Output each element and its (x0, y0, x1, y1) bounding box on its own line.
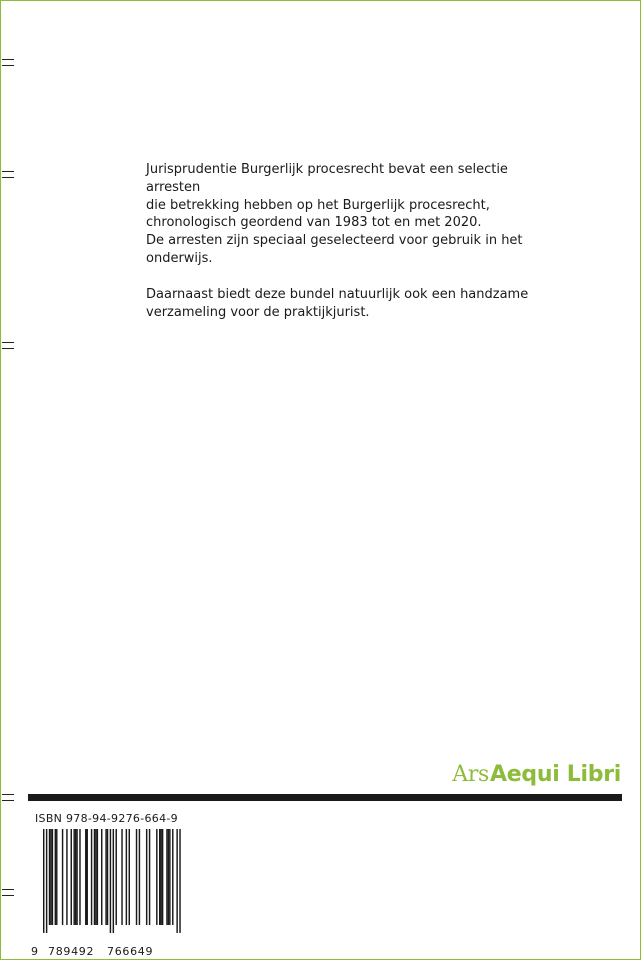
barcode-bar (79, 829, 80, 925)
barcode-bar (50, 829, 51, 925)
crop-mark (2, 889, 14, 896)
divider-bar (28, 794, 622, 801)
barcode-bar (46, 829, 47, 933)
barcode-bar (91, 829, 92, 925)
barcode-bar (139, 829, 140, 925)
barcode-bar (168, 829, 169, 925)
isbn-label: ISBN 978-94-9276-664-9 (35, 812, 178, 825)
barcode-bar (76, 829, 77, 925)
barcode-bar (116, 829, 117, 925)
barcode-bar (62, 829, 63, 925)
barcode-bar (97, 829, 98, 925)
crop-mark (2, 794, 14, 801)
barcode-bar (95, 829, 96, 925)
barcode-bar (162, 829, 163, 925)
blurb-paragraph: Daarnaast biedt deze bundel natuurlijk ook een handzame verzameling voor de praktijkjurist. (146, 286, 529, 320)
barcode-bar (176, 829, 177, 933)
barcode-bar (56, 829, 57, 925)
barcode-bar (136, 829, 137, 925)
crop-mark (2, 171, 14, 178)
barcode-bar (49, 829, 50, 925)
barcode-bar (73, 829, 74, 925)
barcode-bar (94, 829, 95, 925)
back-cover-blurb (146, 161, 566, 339)
barcode-bar (110, 829, 111, 933)
publisher-name-bold: Aequi Libri (490, 762, 621, 787)
barcode-bar (169, 829, 170, 925)
crop-mark (2, 342, 14, 349)
barcode-bar (146, 829, 147, 925)
barcode-bar (160, 829, 161, 925)
barcode-bar (156, 829, 157, 925)
barcode-bar (129, 829, 130, 925)
barcode-bar (85, 829, 86, 925)
isbn-barcode (31, 829, 181, 933)
barcode-bar (149, 829, 150, 925)
barcode-digit-first: 9 (31, 945, 39, 958)
barcode-bar (71, 829, 72, 925)
barcode-bar (75, 829, 76, 925)
barcode-bar (52, 829, 53, 925)
barcode-bar (66, 829, 67, 925)
barcode-bar (126, 829, 127, 925)
barcode-bar (166, 829, 167, 925)
crop-mark (2, 59, 14, 66)
barcode-bar (113, 829, 114, 933)
barcode-bar (55, 829, 56, 925)
publisher-name-light: Ars (452, 762, 490, 787)
barcode-bar (87, 829, 88, 925)
barcode-bar (179, 829, 180, 933)
barcode-bar (107, 829, 108, 925)
barcode-bar (121, 829, 122, 925)
barcode-bar (159, 829, 160, 925)
barcode-bar (172, 829, 173, 925)
barcode-digits-right: 766649 (107, 945, 154, 958)
barcode-digits-left: 789492 (48, 945, 95, 958)
barcode-bar (105, 829, 106, 925)
barcode-bar (43, 829, 44, 933)
barcode-bar (101, 829, 102, 925)
blurb-paragraph: Jurisprudentie Burgerlijk procesrecht bevat een selectie arresten die betrekking hebben op het Burgerlijk procesrecht, chronologisch geordend van 1983 tot en met 2020. De arresten zijn speciaal geselecteerd voor gebruik in het onderwijs. (146, 162, 523, 266)
publisher-logo (452, 762, 621, 787)
